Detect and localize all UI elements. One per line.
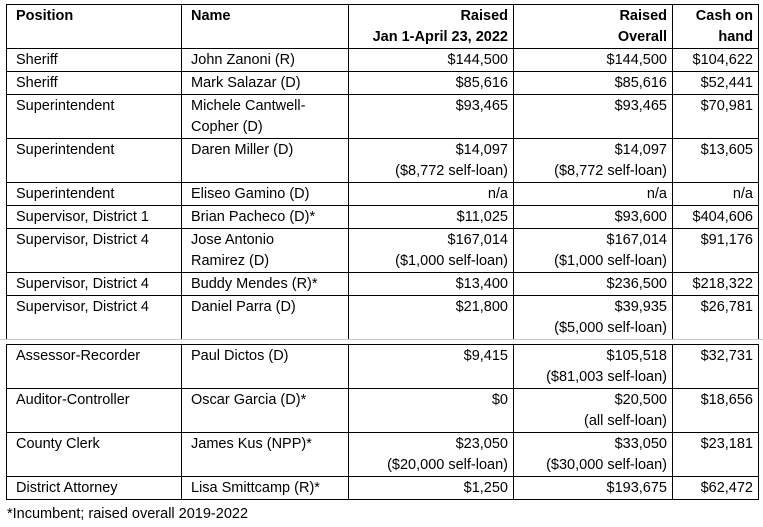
table-row (7, 206, 759, 229)
raised-overall-note: ($30,000 self-loan) (546, 457, 667, 473)
raised-period-amount: $167,014 (447, 232, 508, 248)
cash-cell: $104,622 (673, 49, 759, 72)
position-cell: Supervisor, District 1 (7, 206, 182, 229)
raised-overall-cell: $93,600 (514, 206, 673, 229)
raised-overall-amount: $33,050 (614, 436, 667, 452)
name-line2: Ramirez (D) (191, 253, 270, 269)
cash-cell: n/a (673, 183, 759, 206)
raised-period-cell: $85,616 (349, 72, 514, 95)
position-cell: Sheriff (7, 49, 182, 72)
table-row (7, 433, 759, 477)
raised-period-note: ($20,000 self-loan) (387, 457, 508, 473)
header-cash-line1: Cash on (695, 8, 753, 24)
cash-cell: $218,322 (673, 273, 759, 296)
raised-period-cell: $144,500 (349, 49, 514, 72)
name-line1: Michele Cantwell- (191, 98, 306, 114)
raised-period-cell (349, 229, 514, 273)
cash-cell: $13,605 (673, 139, 759, 183)
header-raised-period-line2: Jan 1-April 23, 2022 (372, 29, 508, 45)
header-cash-on-hand (673, 5, 759, 49)
position-cell: Supervisor, District 4 (7, 229, 182, 273)
raised-overall-amount: $39,935 (614, 299, 667, 315)
cash-cell: $62,472 (673, 477, 759, 500)
header-name: Name (182, 5, 349, 49)
table-row (7, 389, 759, 433)
name-cell: Mark Salazar (D) (182, 72, 349, 95)
raised-period-cell: $0 (349, 389, 514, 433)
cash-cell: $52,441 (673, 72, 759, 95)
raised-overall-cell: $85,616 (514, 72, 673, 95)
position-cell: Supervisor, District 4 (7, 273, 182, 296)
name-cell: James Kus (NPP)* (182, 433, 349, 477)
position-cell: Sheriff (7, 72, 182, 95)
cash-cell: $23,181 (673, 433, 759, 477)
header-cash-line2: hand (718, 29, 753, 45)
raised-overall-amount: $14,097 (614, 142, 667, 158)
table-row (7, 49, 759, 72)
cash-cell: $32,731 (673, 345, 759, 389)
table-row (7, 95, 759, 139)
name-cell: Daniel Parra (D) (182, 296, 349, 340)
raised-overall-cell (514, 389, 673, 433)
position-cell: Superintendent (7, 95, 182, 139)
header-raised-period-line1: Raised (460, 8, 508, 24)
raised-overall-cell: $93,465 (514, 95, 673, 139)
header-raised-period (349, 5, 514, 49)
section-divider (0, 339, 763, 340)
header-raised-overall-line2: Overall (617, 29, 667, 45)
raised-overall-note: (all self-loan) (584, 413, 667, 429)
table-row (7, 273, 759, 296)
raised-period-note: ($1,000 self-loan) (395, 253, 508, 269)
raised-overall-note: ($81,003 self-loan) (546, 369, 667, 385)
raised-overall-cell (514, 345, 673, 389)
raised-overall-amount: $20,500 (614, 392, 667, 408)
name-cell: Eliseo Gamino (D) (182, 183, 349, 206)
name-cell: Paul Dictos (D) (182, 345, 349, 389)
cash-cell: $18,656 (673, 389, 759, 433)
raised-period-cell: $9,415 (349, 345, 514, 389)
table-row (7, 183, 759, 206)
footnote: *Incumbent; raised overall 2019-2022 (7, 506, 249, 522)
name-cell: Brian Pacheco (D)* (182, 206, 349, 229)
cash-cell: $404,606 (673, 206, 759, 229)
position-cell: Auditor-Controller (7, 389, 182, 433)
raised-period-cell: $13,400 (349, 273, 514, 296)
position-cell: Superintendent (7, 139, 182, 183)
raised-period-cell (349, 139, 514, 183)
raised-period-note: ($8,772 self-loan) (395, 163, 508, 179)
raised-period-cell (349, 433, 514, 477)
name-cell: Buddy Mendes (R)* (182, 273, 349, 296)
position-cell: District Attorney (7, 477, 182, 500)
raised-overall-note: ($8,772 self-loan) (554, 163, 667, 179)
table-row (7, 296, 759, 340)
raised-period-cell: $93,465 (349, 95, 514, 139)
name-cell (182, 229, 349, 273)
header-row (7, 5, 759, 49)
raised-overall-amount: $105,518 (606, 348, 667, 364)
raised-period-amount: $23,050 (455, 436, 508, 452)
candidates-table-secondary (6, 344, 759, 500)
name-line1: Jose Antonio (191, 232, 275, 248)
raised-overall-cell (514, 296, 673, 340)
table-row (7, 229, 759, 273)
header-position: Position (7, 5, 182, 49)
raised-period-cell: $11,025 (349, 206, 514, 229)
raised-overall-cell: $236,500 (514, 273, 673, 296)
name-cell (182, 95, 349, 139)
cash-cell: $70,981 (673, 95, 759, 139)
header-raised-overall-line1: Raised (619, 8, 667, 24)
position-cell: Supervisor, District 4 (7, 296, 182, 340)
raised-overall-cell (514, 229, 673, 273)
raised-overall-amount: $167,014 (606, 232, 667, 248)
name-cell: John Zanoni (R) (182, 49, 349, 72)
raised-period-cell: n/a (349, 183, 514, 206)
raised-overall-cell: $193,675 (514, 477, 673, 500)
name-cell: Daren Miller (D) (182, 139, 349, 183)
name-cell: Lisa Smittcamp (R)* (182, 477, 349, 500)
raised-period-cell: $1,250 (349, 477, 514, 500)
cash-cell: $91,176 (673, 229, 759, 273)
raised-overall-cell: $144,500 (514, 49, 673, 72)
position-cell: Assessor-Recorder (7, 345, 182, 389)
raised-period-cell: $21,800 (349, 296, 514, 340)
position-cell: Superintendent (7, 183, 182, 206)
raised-overall-note: ($1,000 self-loan) (554, 253, 667, 269)
name-line2: Copher (D) (191, 119, 263, 135)
raised-period-amount: $14,097 (455, 142, 508, 158)
position-cell: County Clerk (7, 433, 182, 477)
table-row (7, 72, 759, 95)
table-row (7, 139, 759, 183)
table-row (7, 477, 759, 500)
candidates-table-primary (6, 4, 759, 340)
header-raised-overall (514, 5, 673, 49)
raised-overall-note: ($5,000 self-loan) (554, 320, 667, 336)
table-row (7, 345, 759, 389)
name-cell: Oscar Garcia (D)* (182, 389, 349, 433)
raised-overall-cell (514, 433, 673, 477)
raised-overall-cell (514, 139, 673, 183)
cash-cell: $26,781 (673, 296, 759, 340)
raised-overall-cell: n/a (514, 183, 673, 206)
